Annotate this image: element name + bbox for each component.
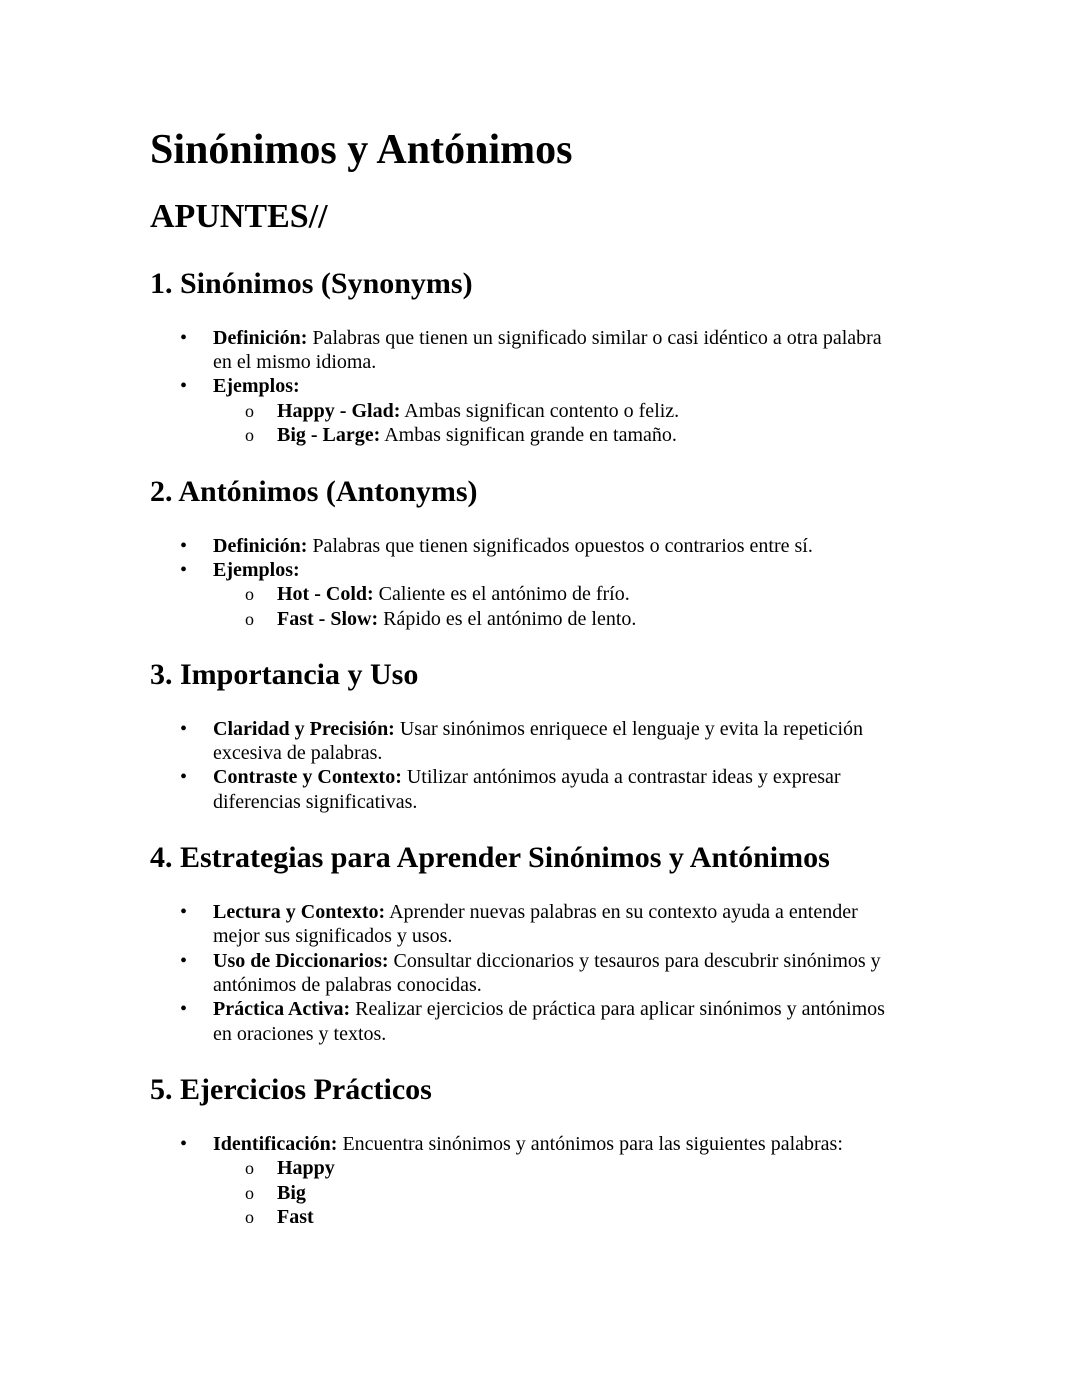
circle-bullet-icon: o <box>245 1158 254 1178</box>
section-heading-antonyms: 2. Antónimos (Antonyms) <box>150 475 478 508</box>
section-heading-importance: 3. Importancia y Uso <box>150 658 419 691</box>
word-fast: Fast <box>277 1206 314 1228</box>
item-text: Utilizar antónimos ayuda a contrastar ideas y expresar <box>401 766 841 788</box>
circle-bullet-icon: o <box>245 425 254 445</box>
bullet-icon: • <box>180 766 188 788</box>
bullet-icon: • <box>180 1133 188 1155</box>
list-item <box>213 765 841 789</box>
item-label: Práctica Activa: <box>213 998 351 1020</box>
list-item <box>213 1132 843 1156</box>
bullet-icon: • <box>180 950 188 972</box>
item-label: Contraste y Contexto: <box>213 766 402 788</box>
circle-bullet-icon: o <box>245 1183 254 1203</box>
list-item <box>213 949 881 973</box>
item-label: Claridad y Precisión: <box>213 718 395 740</box>
example-term: Hot - Cold: <box>277 583 374 605</box>
circle-bullet-icon: o <box>245 401 254 421</box>
circle-bullet-icon: o <box>245 584 254 604</box>
exercise-word <box>277 1205 314 1229</box>
item-text: Consultar diccionarios y tesauros para descubrir sinónimos y <box>388 950 881 972</box>
list-item <box>213 900 858 924</box>
definition-label: Definición: <box>213 535 308 557</box>
list-item <box>213 534 813 558</box>
bullet-icon: • <box>180 327 188 349</box>
identification-label: Identificación: <box>213 1133 338 1155</box>
section-heading-strategies: 4. Estrategias para Aprender Sinónimos y Antónimos <box>150 841 830 874</box>
identification-text: Encuentra sinónimos y antónimos para las siguientes palabras: <box>337 1133 843 1155</box>
bullet-icon: • <box>180 535 188 557</box>
bullet-icon: • <box>180 718 188 740</box>
bullet-icon: • <box>180 901 188 923</box>
example-term: Happy - Glad: <box>277 400 401 422</box>
exercise-word <box>277 1181 306 1205</box>
item-text: Realizar ejercicios de práctica para aplicar sinónimos y antónimos <box>350 998 885 1020</box>
example-term: Fast - Slow: <box>277 608 379 630</box>
definition-text-continued: en el mismo idioma. <box>213 351 377 373</box>
item-text: Usar sinónimos enriquece el lenguaje y evita la repetición <box>394 718 864 740</box>
item-text-continued: en oraciones y textos. <box>213 1023 387 1045</box>
examples-label: Ejemplos: <box>213 559 300 581</box>
section-heading-exercises: 5. Ejercicios Prácticos <box>150 1073 432 1106</box>
bullet-icon: • <box>180 375 188 397</box>
example-text: Rápido es el antónimo de lento. <box>378 608 637 630</box>
definition-label: Definición: <box>213 327 308 349</box>
list-item <box>213 558 300 582</box>
definition-text: Palabras que tienen un significado similar o casi idéntico a otra palabra <box>307 327 882 349</box>
section-heading-synonyms: 1. Sinónimos (Synonyms) <box>150 267 473 300</box>
example-term: Big - Large: <box>277 424 381 446</box>
example-item <box>277 582 630 606</box>
circle-bullet-icon: o <box>245 609 254 629</box>
example-item <box>277 399 679 423</box>
list-item <box>213 326 882 350</box>
bullet-icon: • <box>180 559 188 581</box>
example-text: Ambas significan grande en tamaño. <box>380 424 677 446</box>
list-item <box>213 374 300 398</box>
item-text-continued: diferencias significativas. <box>213 791 418 813</box>
page-subtitle: APUNTES// <box>150 198 328 235</box>
list-item <box>213 717 863 741</box>
example-text: Ambas significan contento o feliz. <box>400 400 680 422</box>
examples-label: Ejemplos: <box>213 375 300 397</box>
page-title: Sinónimos y Antónimos <box>150 127 573 173</box>
circle-bullet-icon: o <box>245 1207 254 1227</box>
bullet-icon: • <box>180 998 188 1020</box>
definition-text: Palabras que tienen significados opuestos o contrarios entre sí. <box>307 535 813 557</box>
item-text-continued: mejor sus significados y usos. <box>213 925 453 947</box>
item-label: Uso de Diccionarios: <box>213 950 389 972</box>
item-text: Aprender nuevas palabras en su contexto ayuda a entender <box>385 901 858 923</box>
list-item <box>213 997 885 1021</box>
example-item <box>277 607 636 631</box>
exercise-word <box>277 1156 335 1180</box>
example-text: Caliente es el antónimo de frío. <box>373 583 630 605</box>
item-text-continued: antónimos de palabras conocidas. <box>213 974 482 996</box>
item-text-continued: excesiva de palabras. <box>213 742 383 764</box>
word-big: Big <box>277 1182 306 1204</box>
example-item <box>277 423 677 447</box>
word-happy: Happy <box>277 1157 335 1179</box>
item-label: Lectura y Contexto: <box>213 901 386 923</box>
